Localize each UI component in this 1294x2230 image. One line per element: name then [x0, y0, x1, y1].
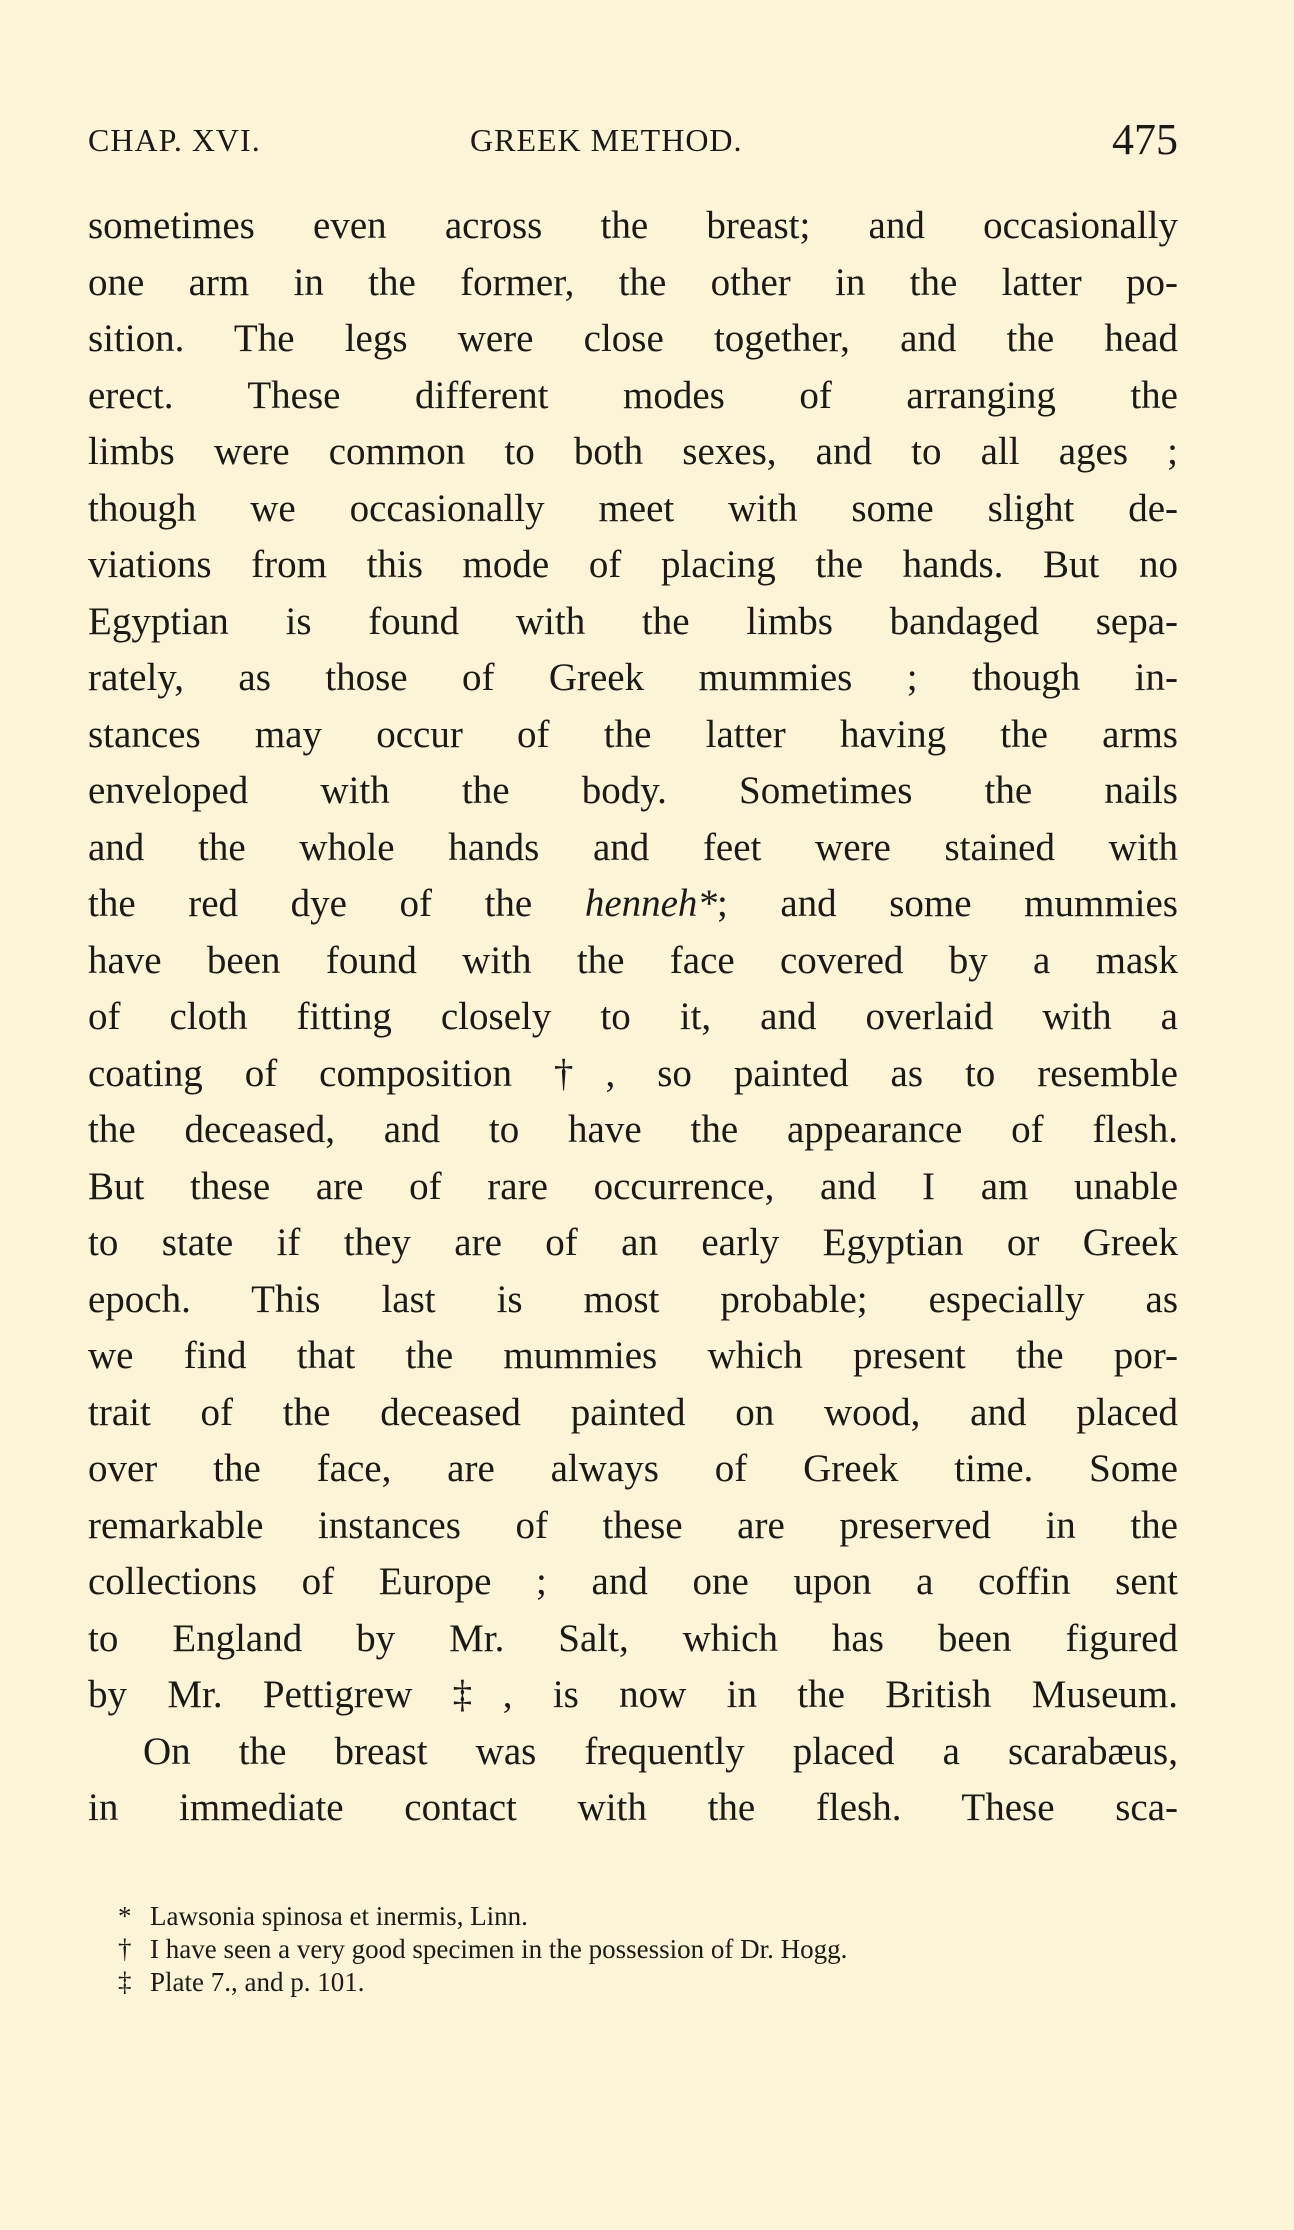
text-line: of cloth fitting closely to it, and overlaid with a — [88, 995, 1178, 1038]
text-line: rately, as those of Greek mummies ; though in- — [88, 656, 1178, 699]
page-number: 475 — [1112, 115, 1178, 164]
text-segment: the red dye of the — [88, 882, 585, 925]
text-line: remarkable instances of these are preserved in the — [88, 1503, 1178, 1547]
running-header — [88, 114, 1178, 164]
text-line: But these are of rare occurrence, and I am unable — [88, 1164, 1178, 1208]
footnote-mark: ‡ — [118, 1967, 132, 1997]
text-line: enveloped with the body. Sometimes the nails — [88, 769, 1178, 812]
italic-term-henneh: henneh — [584, 882, 698, 925]
running-title: GREEK METHOD. — [470, 122, 743, 158]
text-line: in immediate contact with the flesh. These sca- — [88, 1786, 1178, 1829]
text-line: to England by Mr. Salt, which has been figured — [88, 1616, 1178, 1660]
footnote-mark: † — [118, 1934, 132, 1964]
text-line: one arm in the former, the other in the latter po- — [88, 260, 1178, 304]
text-line-henneh — [88, 876, 1178, 933]
text-line: we find that the mummies which present the por- — [88, 1334, 1178, 1377]
text-line: coating of composition †, so painted as to resemble — [88, 1051, 1178, 1095]
footnote-text: I have seen a very good specimen in the possession of Dr. Hogg. — [150, 1934, 848, 1964]
text-line: trait of the deceased painted on wood, and placed — [88, 1390, 1178, 1434]
text-line: over the face, are always of Greek time. Some — [88, 1447, 1178, 1490]
text-line: viations from this mode of placing the hands. But no — [88, 543, 1178, 586]
footnote — [118, 1900, 1178, 1933]
footnote-ref-1: * — [697, 882, 717, 925]
footnotes — [118, 1900, 1178, 1999]
text-line: sition. The legs were close together, and the head — [88, 317, 1178, 360]
text-line: stances may occur of the latter having the arms — [88, 712, 1178, 756]
text-line: epoch. This last is most probable; especially as — [88, 1277, 1178, 1321]
text-line: sometimes even across the breast; and occasionally — [88, 204, 1178, 247]
text-line: to state if they are of an early Egyptian or Greek — [88, 1221, 1178, 1264]
text-line: the deceased, and to have the appearance of flesh. — [88, 1108, 1178, 1151]
text-line: Egyptian is found with the limbs bandaged sepa- — [88, 599, 1178, 643]
footnote-mark: * — [118, 1901, 132, 1931]
text-segment: ; and some mummies — [716, 882, 1178, 925]
footnote — [118, 1933, 1178, 1966]
footnote — [118, 1966, 1178, 1999]
paragraph-start-line: On the breast was frequently placed a scarabæus, — [143, 1729, 1178, 1773]
text-line: erect. These different modes of arranging the — [88, 373, 1178, 417]
body-text — [88, 198, 1178, 1837]
text-line: though we occasionally meet with some slight de- — [88, 486, 1178, 530]
text-line: and the whole hands and feet were stained with — [88, 825, 1178, 869]
text-line: collections of Europe ; and one upon a coffin sent — [88, 1560, 1178, 1603]
chapter-label: CHAP. XVI. — [88, 122, 261, 158]
text-line: limbs were common to both sexes, and to all ages ; — [88, 430, 1178, 473]
footnote-text: Lawsonia spinosa et inermis, Linn. — [150, 1901, 528, 1931]
footnote-text: Plate 7., and p. 101. — [150, 1967, 365, 1997]
text-line: have been found with the face covered by a mask — [88, 938, 1178, 982]
text-line: by Mr. Pettigrew ‡, is now in the British Museum. — [88, 1673, 1178, 1716]
